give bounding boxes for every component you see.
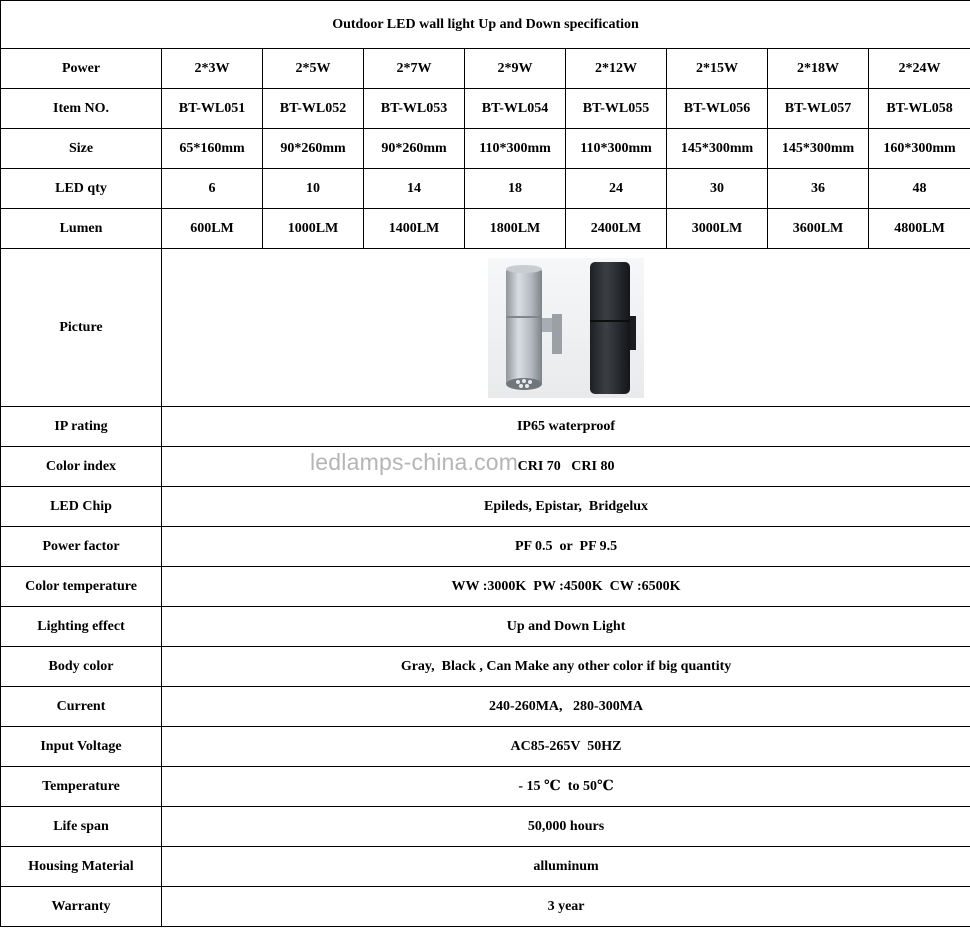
spec-label: Temperature bbox=[1, 767, 162, 807]
power-cell: 2*24W bbox=[869, 49, 970, 89]
row-label: Size bbox=[1, 129, 162, 169]
power-cell: 2*9W bbox=[465, 49, 566, 89]
led-qty-cell: 10 bbox=[263, 169, 364, 209]
lumen-cell: 1800LM bbox=[465, 209, 566, 249]
spec-value: Up and Down Light bbox=[162, 607, 970, 647]
spec-value: PF 0.5 or PF 9.5 bbox=[162, 527, 970, 567]
power-cell: 2*5W bbox=[263, 49, 364, 89]
spec-label: Current bbox=[1, 687, 162, 727]
spec-label: Power factor bbox=[1, 527, 162, 567]
item-no-row bbox=[1, 89, 970, 129]
row-label: Picture bbox=[1, 249, 162, 407]
size-cell: 90*260mm bbox=[364, 129, 465, 169]
item-no-cell: BT-WL054 bbox=[465, 89, 566, 129]
row-label: Lumen bbox=[1, 209, 162, 249]
item-no-cell: BT-WL051 bbox=[162, 89, 263, 129]
size-cell: 160*300mm bbox=[869, 129, 970, 169]
lumen-cell: 1000LM bbox=[263, 209, 364, 249]
product-photo bbox=[488, 258, 644, 398]
item-no-cell: BT-WL052 bbox=[263, 89, 364, 129]
spec-value: 50,000 hours bbox=[162, 807, 970, 847]
size-cell: 110*300mm bbox=[566, 129, 667, 169]
lumen-row bbox=[1, 209, 970, 249]
spec-value: Epileds, Epistar, Bridgelux bbox=[162, 487, 970, 527]
power-cell: 2*7W bbox=[364, 49, 465, 89]
lumen-cell: 600LM bbox=[162, 209, 263, 249]
spec-row bbox=[1, 527, 970, 567]
spec-label: Housing Material bbox=[1, 847, 162, 887]
spec-label: Warranty bbox=[1, 887, 162, 927]
led-qty-cell: 18 bbox=[465, 169, 566, 209]
watermark: ledlamps-china.com bbox=[310, 449, 519, 475]
led-qty-cell: 14 bbox=[364, 169, 465, 209]
spec-label: Lighting effect bbox=[1, 607, 162, 647]
spec-row bbox=[1, 887, 970, 927]
spec-value: CRI 70 CRI 80 bbox=[162, 447, 970, 487]
led-qty-cell: 6 bbox=[162, 169, 263, 209]
power-cell: 2*12W bbox=[566, 49, 667, 89]
spec-value: IP65 waterproof bbox=[162, 407, 970, 447]
picture-row bbox=[1, 249, 970, 407]
spec-row bbox=[1, 847, 970, 887]
row-label: Item NO. bbox=[1, 89, 162, 129]
spec-label: Life span bbox=[1, 807, 162, 847]
table-title: Outdoor LED wall light Up and Down specification bbox=[1, 1, 970, 49]
spec-row bbox=[1, 687, 970, 727]
spec-row bbox=[1, 447, 970, 487]
size-cell: 145*300mm bbox=[667, 129, 768, 169]
spec-row bbox=[1, 647, 970, 687]
item-no-cell: BT-WL057 bbox=[768, 89, 869, 129]
item-no-cell: BT-WL056 bbox=[667, 89, 768, 129]
spec-label: Color index bbox=[1, 447, 162, 487]
size-cell: 65*160mm bbox=[162, 129, 263, 169]
size-cell: 110*300mm bbox=[465, 129, 566, 169]
picture-cell bbox=[162, 249, 970, 407]
lumen-cell: 3000LM bbox=[667, 209, 768, 249]
item-no-cell: BT-WL055 bbox=[566, 89, 667, 129]
size-cell: 145*300mm bbox=[768, 129, 869, 169]
spec-label: IP rating bbox=[1, 407, 162, 447]
led-qty-row bbox=[1, 169, 970, 209]
size-cell: 90*260mm bbox=[263, 129, 364, 169]
item-no-cell: BT-WL053 bbox=[364, 89, 465, 129]
power-row bbox=[1, 49, 970, 89]
row-label: LED qty bbox=[1, 169, 162, 209]
lumen-cell: 3600LM bbox=[768, 209, 869, 249]
item-no-cell: BT-WL058 bbox=[869, 89, 970, 129]
spec-label: Body color bbox=[1, 647, 162, 687]
spec-row bbox=[1, 487, 970, 527]
spec-value: alluminum bbox=[162, 847, 970, 887]
power-cell: 2*18W bbox=[768, 49, 869, 89]
led-qty-cell: 48 bbox=[869, 169, 970, 209]
power-cell: 2*15W bbox=[667, 49, 768, 89]
spec-value: - 15 ℃ to 50℃ bbox=[162, 767, 970, 807]
spec-row bbox=[1, 607, 970, 647]
spec-row bbox=[1, 567, 970, 607]
spec-value: Gray, Black , Can Make any other color if big quantity bbox=[162, 647, 970, 687]
spec-value: 240-260MA, 280-300MA bbox=[162, 687, 970, 727]
led-qty-cell: 24 bbox=[566, 169, 667, 209]
size-row bbox=[1, 129, 970, 169]
lumen-cell: 1400LM bbox=[364, 209, 465, 249]
led-qty-cell: 30 bbox=[667, 169, 768, 209]
lumen-cell: 2400LM bbox=[566, 209, 667, 249]
spec-value: AC85-265V 50HZ bbox=[162, 727, 970, 767]
spec-row bbox=[1, 407, 970, 447]
spec-row bbox=[1, 807, 970, 847]
spec-row bbox=[1, 727, 970, 767]
spec-value: 3 year bbox=[162, 887, 970, 927]
led-qty-cell: 36 bbox=[768, 169, 869, 209]
spec-row bbox=[1, 767, 970, 807]
power-cell: 2*3W bbox=[162, 49, 263, 89]
lumen-cell: 4800LM bbox=[869, 209, 970, 249]
spec-label: LED Chip bbox=[1, 487, 162, 527]
spec-value: WW :3000K PW :4500K CW :6500K bbox=[162, 567, 970, 607]
spec-label: Input Voltage bbox=[1, 727, 162, 767]
row-label: Power bbox=[1, 49, 162, 89]
spec-label: Color temperature bbox=[1, 567, 162, 607]
